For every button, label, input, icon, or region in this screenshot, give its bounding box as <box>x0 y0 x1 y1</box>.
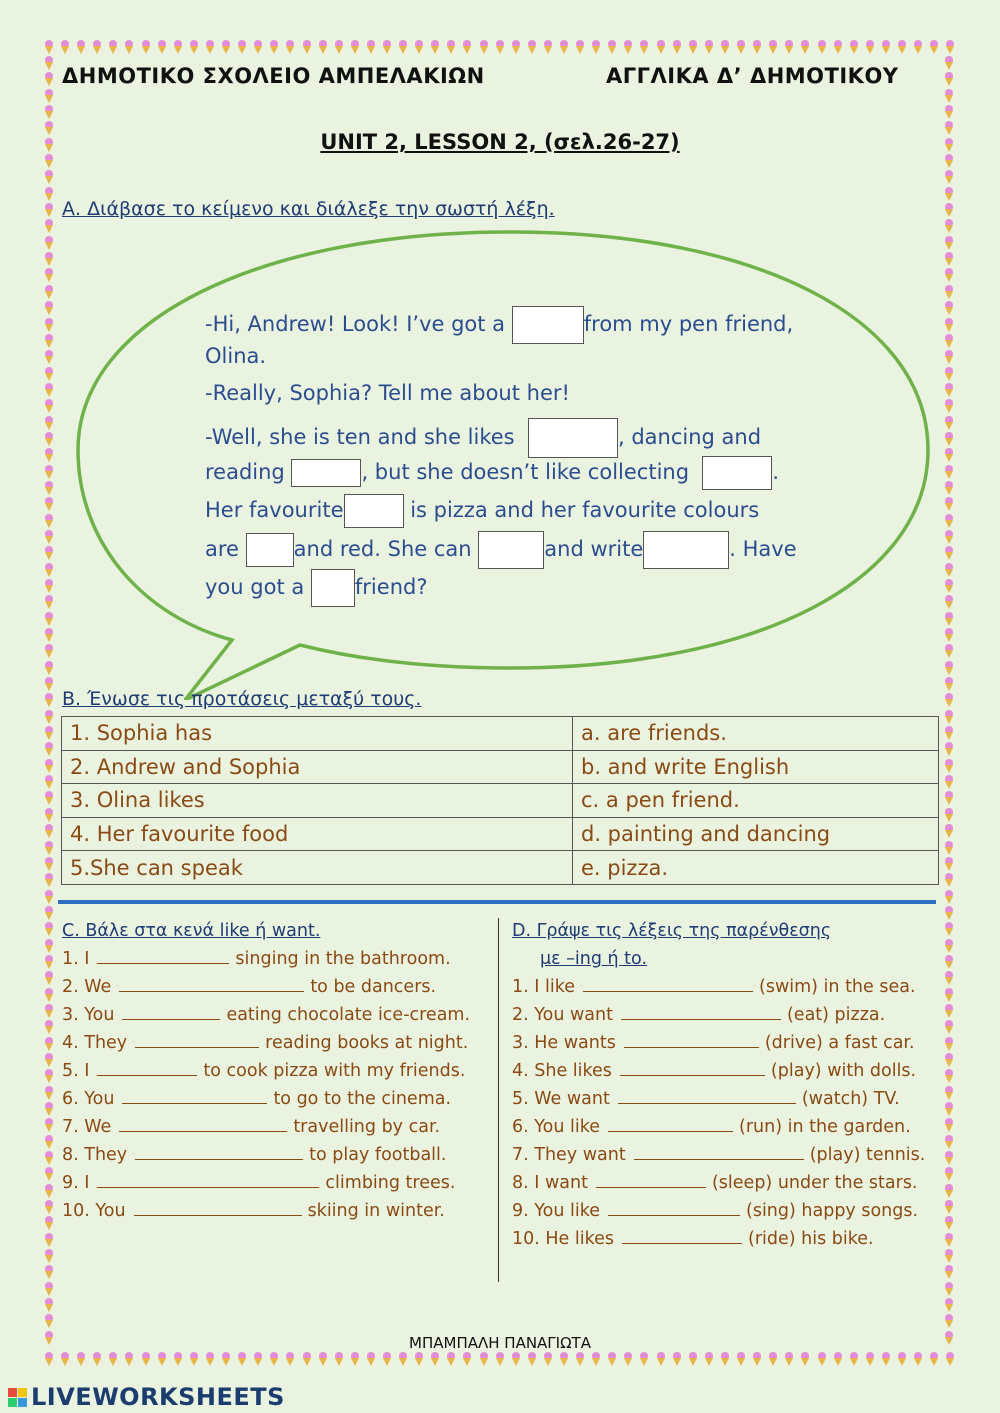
table-row <box>62 750 939 784</box>
ice-cream-cone-icon <box>44 1037 54 1051</box>
ice-cream-cone-icon <box>944 1249 954 1263</box>
exercise-d-item-3 <box>512 1033 915 1053</box>
match-left-1[interactable]: 1. Sophia has <box>62 717 573 751</box>
ice-cream-cone-icon <box>944 1167 954 1181</box>
table-row <box>62 817 939 851</box>
item-text: (run) in the garden. <box>739 1117 911 1137</box>
match-right-a[interactable]: a. are friends. <box>573 717 939 751</box>
gap-5-input[interactable] <box>344 494 404 528</box>
item-text: (drive) a fast car. <box>764 1033 915 1053</box>
ice-cream-cone-icon <box>76 1352 86 1366</box>
item-label: 8. I want <box>512 1173 588 1193</box>
exercise-d-answer-blank-4[interactable] <box>620 1062 765 1076</box>
ice-cream-cone-icon <box>944 841 954 855</box>
author-name: ΜΠΑΜΠΑΛΗ ΠΑΝΑΓΙΩΤΑ <box>409 1334 591 1352</box>
exercise-c-answer-blank-4[interactable] <box>135 1034 259 1048</box>
ice-cream-cone-icon <box>44 1233 54 1247</box>
item-text: to play football. <box>309 1145 447 1165</box>
ice-cream-cone-icon <box>205 1352 215 1366</box>
ice-cream-cone-icon <box>849 1352 859 1366</box>
item-text: to cook pizza with my friends. <box>203 1061 466 1081</box>
exercise-c-answer-blank-8[interactable] <box>135 1146 303 1160</box>
item-label: 2. You want <box>512 1005 613 1025</box>
item-label: 9. You like <box>512 1201 600 1221</box>
ice-cream-cone-icon <box>318 1352 328 1366</box>
section-divider <box>58 900 936 904</box>
item-label: 5. We want <box>512 1089 610 1109</box>
ice-cream-cone-icon <box>398 1352 408 1366</box>
exercise-d-answer-blank-2[interactable] <box>621 1006 781 1020</box>
ice-cream-cone-icon <box>623 1352 633 1366</box>
item-label: 9. I <box>62 1173 90 1193</box>
ice-cream-cone-icon <box>944 1282 954 1296</box>
ice-cream-cone-icon <box>302 1352 312 1366</box>
ice-cream-cone-icon <box>44 1086 54 1100</box>
matching-table <box>61 716 939 885</box>
ice-cream-cone-icon <box>285 1352 295 1366</box>
ice-cream-cone-icon <box>430 1352 440 1366</box>
ice-cream-cone-icon <box>944 1004 954 1018</box>
ice-cream-cone-icon <box>817 1352 827 1366</box>
ice-cream-cone-icon <box>913 1352 923 1366</box>
item-label: 10. He likes <box>512 1229 615 1249</box>
ice-cream-cone-icon <box>511 1352 521 1366</box>
ice-cream-cone-icon <box>366 1352 376 1366</box>
exercise-c-item-9 <box>62 1173 455 1193</box>
dialogue-line-2: Olina. <box>205 344 267 368</box>
item-text: (sleep) under the stars. <box>711 1173 918 1193</box>
liveworksheets-logo <box>8 1383 285 1411</box>
item-text: (ride) his bike. <box>748 1229 874 1249</box>
ice-cream-cone-icon <box>269 1352 279 1366</box>
exercise-c-answer-blank-6[interactable] <box>122 1090 267 1104</box>
exercise-c-answer-blank-1[interactable] <box>97 950 229 964</box>
table-row <box>62 717 939 751</box>
item-text: reading books at night. <box>265 1033 469 1053</box>
ice-cream-cone-icon <box>944 1020 954 1034</box>
gap-8-input[interactable] <box>643 531 729 569</box>
ice-cream-cone-icon <box>44 988 54 1002</box>
item-text: eating chocolate ice-cream. <box>226 1005 471 1025</box>
ice-cream-cone-icon <box>944 906 954 920</box>
ice-cream-cone-icon <box>44 1102 54 1116</box>
ice-cream-cone-icon <box>897 1352 907 1366</box>
item-text: climbing trees. <box>325 1173 456 1193</box>
ice-cream-cone-icon <box>639 1352 649 1366</box>
item-text: (play) with dolls. <box>770 1061 917 1081</box>
item-label: 7. They want <box>512 1145 626 1165</box>
exercise-d-answer-blank-5[interactable] <box>618 1090 796 1104</box>
ice-cream-cone-icon <box>752 1352 762 1366</box>
ice-cream-cone-icon <box>350 1352 360 1366</box>
ice-cream-cone-icon <box>44 759 54 773</box>
exercise-c-answer-blank-7[interactable] <box>119 1118 287 1132</box>
ice-cream-cone-icon <box>382 1352 392 1366</box>
gap-4-input[interactable] <box>702 456 772 490</box>
match-left-4[interactable]: 4. Her favourite food <box>62 817 573 851</box>
ice-cream-cone-icon <box>44 1167 54 1181</box>
exercise-c-answer-blank-10[interactable] <box>134 1202 302 1216</box>
exercise-d-item-6 <box>512 1117 911 1137</box>
exercise-d-answer-blank-6[interactable] <box>608 1118 733 1132</box>
ice-cream-cone-icon <box>944 726 954 740</box>
exercise-d-item-1 <box>512 977 916 997</box>
ice-cream-cone-icon <box>944 1069 954 1083</box>
ice-cream-cone-icon <box>44 841 54 855</box>
item-label: 3. You <box>62 1005 115 1025</box>
dialogue-line-6: Her favourite is pizza and her favourite colours <box>205 494 759 528</box>
match-left-2[interactable]: 2. Andrew and Sophia <box>62 750 573 784</box>
ice-cream-cone-icon <box>944 1118 954 1132</box>
ice-cream-cone-icon <box>944 775 954 789</box>
ice-cream-cone-icon <box>44 1020 54 1034</box>
ice-cream-cone-icon <box>944 1200 954 1214</box>
ice-cream-cone-icon <box>833 1352 843 1366</box>
ice-cream-cone-icon <box>944 824 954 838</box>
ice-cream-cone-icon <box>479 1352 489 1366</box>
ice-cream-cone-icon <box>44 791 54 805</box>
exercise-d-item-8 <box>512 1173 918 1193</box>
ice-cream-cone-icon <box>944 922 954 936</box>
ice-cream-cone-icon <box>559 1352 569 1366</box>
ice-cream-cone-icon <box>44 775 54 789</box>
item-label: 7. We <box>62 1117 112 1137</box>
section-b-instruction: Β. Ένωσε τις προτάσεις μεταξύ τους. <box>62 688 422 710</box>
ice-cream-cone-icon <box>237 1352 247 1366</box>
ice-cream-cone-icon <box>44 1053 54 1067</box>
gap-7-input[interactable] <box>478 531 544 569</box>
dialogue-line-4: -Well, she is ten and she likes , dancing and <box>205 418 761 458</box>
ice-cream-cone-icon <box>944 873 954 887</box>
ice-cream-cone-icon <box>44 873 54 887</box>
item-label: 1. I like <box>512 977 575 997</box>
ice-cream-cone-icon <box>44 1004 54 1018</box>
ice-cream-cone-icon <box>124 1352 134 1366</box>
item-label: 4. They <box>62 1033 128 1053</box>
dialogue-line-8: you got a friend? <box>205 569 427 607</box>
ice-cream-cone-icon <box>944 1135 954 1149</box>
exercise-c-item-7 <box>62 1117 440 1137</box>
item-text: (play) tennis. <box>809 1145 926 1165</box>
exercise-c-item-6 <box>62 1089 451 1109</box>
ice-cream-cone-icon <box>944 1265 954 1279</box>
exercise-d-item-4 <box>512 1061 916 1081</box>
column-divider <box>498 918 499 1282</box>
dialogue-line-7: are and red. She can and write . Have <box>205 531 797 569</box>
ice-cream-cone-icon <box>944 1053 954 1067</box>
exercise-c-item-10 <box>62 1201 445 1221</box>
ice-cream-cone-icon <box>44 857 54 871</box>
table-row <box>62 851 939 885</box>
ice-cream-cone-icon <box>446 1352 456 1366</box>
item-text: (watch) TV. <box>801 1089 900 1109</box>
gap-1-input[interactable] <box>512 306 584 344</box>
cone-border-bottom <box>44 1352 956 1370</box>
ice-cream-cone-icon <box>44 710 54 724</box>
match-right-c[interactable]: c. a pen friend. <box>573 784 939 818</box>
match-right-e[interactable]: e. pizza. <box>573 851 939 885</box>
ice-cream-cone-icon <box>44 1314 54 1328</box>
item-label: 8. They <box>62 1145 128 1165</box>
ice-cream-cone-icon <box>221 1352 231 1366</box>
ice-cream-cone-icon <box>575 1352 585 1366</box>
item-label: 3. He wants <box>512 1033 616 1053</box>
ice-cream-cone-icon <box>720 1352 730 1366</box>
ice-cream-cone-icon <box>944 1314 954 1328</box>
ice-cream-cone-icon <box>44 1200 54 1214</box>
speech-bubble <box>0 0 1000 700</box>
match-left-3[interactable]: 3. Olina likes <box>62 784 573 818</box>
exercise-c-answer-blank-9[interactable] <box>97 1174 319 1188</box>
exercise-c-item-5 <box>62 1061 465 1081</box>
exercise-c-answer-blank-5[interactable] <box>97 1062 197 1076</box>
ice-cream-cone-icon <box>865 1352 875 1366</box>
ice-cream-cone-icon <box>44 971 54 985</box>
ice-cream-cone-icon <box>944 1151 954 1165</box>
item-label: 4. She likes <box>512 1061 612 1081</box>
ice-cream-cone-icon <box>253 1352 263 1366</box>
ice-cream-cone-icon <box>656 1352 666 1366</box>
match-right-d[interactable]: d. painting and dancing <box>573 817 939 851</box>
item-label: 2. We <box>62 977 112 997</box>
exercise-c-answer-blank-2[interactable] <box>119 978 304 992</box>
ice-cream-cone-icon <box>944 955 954 969</box>
ice-cream-cone-icon <box>44 890 54 904</box>
ice-cream-cone-icon <box>607 1352 617 1366</box>
exercise-d-item-9 <box>512 1201 918 1221</box>
ice-cream-cone-icon <box>44 1069 54 1083</box>
ice-cream-cone-icon <box>44 1352 54 1366</box>
ice-cream-cone-icon <box>44 1184 54 1198</box>
exercise-d-item-5 <box>512 1089 900 1109</box>
ice-cream-cone-icon <box>173 1352 183 1366</box>
ice-cream-cone-icon <box>44 742 54 756</box>
exercise-d-item-2 <box>512 1005 885 1025</box>
ice-cream-cone-icon <box>944 1216 954 1230</box>
ice-cream-cone-icon <box>92 1352 102 1366</box>
exercise-c-item-4 <box>62 1033 468 1053</box>
ice-cream-cone-icon <box>462 1352 472 1366</box>
ice-cream-cone-icon <box>141 1352 151 1366</box>
exercise-d-answer-blank-7[interactable] <box>634 1146 804 1160</box>
exercise-d-answer-blank-10[interactable] <box>622 1230 742 1244</box>
ice-cream-cone-icon <box>44 726 54 740</box>
ice-cream-cone-icon <box>591 1352 601 1366</box>
ice-cream-cone-icon <box>672 1352 682 1366</box>
ice-cream-cone-icon <box>44 1265 54 1279</box>
ice-cream-cone-icon <box>944 1184 954 1198</box>
school-name: ΔΗΜΟΤΙΚΟ ΣΧΟΛΕΙΟ ΑΜΠΕΛΑΚΙΩΝ <box>62 64 485 88</box>
ice-cream-cone-icon <box>944 742 954 756</box>
ice-cream-cone-icon <box>44 1249 54 1263</box>
match-left-5[interactable]: 5.She can speak <box>62 851 573 885</box>
unit-title: UNIT 2, LESSON 2, (σελ.26-27) <box>320 130 680 154</box>
exercise-d-item-10 <box>512 1229 874 1249</box>
item-text: singing in the bathroom. <box>235 949 451 969</box>
ice-cream-cone-icon <box>543 1352 553 1366</box>
ice-cream-cone-icon <box>944 1102 954 1116</box>
ice-cream-cone-icon <box>784 1352 794 1366</box>
ice-cream-cone-icon <box>945 1352 955 1366</box>
exercise-c-item-3 <box>62 1005 470 1025</box>
gap-9-input[interactable] <box>311 569 355 607</box>
section-c-instruction: C. Βάλε στα κενά like ή want. <box>62 921 321 941</box>
match-right-b[interactable]: b. and write English <box>573 750 939 784</box>
ice-cream-cone-icon <box>44 906 54 920</box>
ice-cream-cone-icon <box>944 971 954 985</box>
section-d-instruction-1: D. Γράψε τις λέξεις της παρένθεσης <box>512 921 832 941</box>
ice-cream-cone-icon <box>527 1352 537 1366</box>
ice-cream-cone-icon <box>44 939 54 953</box>
item-label: 6. You like <box>512 1117 600 1137</box>
ice-cream-cone-icon <box>157 1352 167 1366</box>
ice-cream-cone-icon <box>944 759 954 773</box>
dialogue-line-5: reading , but she doesn’t like collecting . <box>205 456 779 490</box>
ice-cream-cone-icon <box>44 824 54 838</box>
ice-cream-cone-icon <box>495 1352 505 1366</box>
ice-cream-cone-icon <box>944 710 954 724</box>
ice-cream-cone-icon <box>60 1352 70 1366</box>
ice-cream-cone-icon <box>944 1037 954 1051</box>
item-label: 10. You <box>62 1201 126 1221</box>
ice-cream-cone-icon <box>944 1086 954 1100</box>
ice-cream-cone-icon <box>414 1352 424 1366</box>
ice-cream-cone-icon <box>768 1352 778 1366</box>
item-text: to be dancers. <box>310 977 437 997</box>
item-text: travelling by car. <box>293 1117 441 1137</box>
exercise-c-item-2 <box>62 977 436 997</box>
item-text: (swim) in the sea. <box>759 977 916 997</box>
ice-cream-cone-icon <box>44 1118 54 1132</box>
brand-name: LIVEWORKSHEETS <box>31 1383 285 1411</box>
item-label: 6. You <box>62 1089 115 1109</box>
ice-cream-cone-icon <box>944 890 954 904</box>
item-text: (sing) happy songs. <box>746 1201 919 1221</box>
exercise-d-answer-blank-3[interactable] <box>624 1034 759 1048</box>
gap-3-input[interactable] <box>291 459 361 487</box>
ice-cream-cone-icon <box>944 1298 954 1312</box>
item-text: skiing in winter. <box>307 1201 445 1221</box>
ice-cream-cone-icon <box>189 1352 199 1366</box>
ice-cream-cone-icon <box>44 1298 54 1312</box>
ice-cream-cone-icon <box>944 939 954 953</box>
table-row <box>62 784 939 818</box>
exercise-d-answer-blank-1[interactable] <box>583 978 753 992</box>
ice-cream-cone-icon <box>44 922 54 936</box>
ice-cream-cone-icon <box>944 857 954 871</box>
ice-cream-cone-icon <box>736 1352 746 1366</box>
ice-cream-cone-icon <box>44 1151 54 1165</box>
ice-cream-cone-icon <box>44 1216 54 1230</box>
section-d-instruction-2: με –ing ή to. <box>540 949 648 969</box>
ice-cream-cone-icon <box>929 1352 939 1366</box>
dialogue-line-3: -Really, Sophia? Tell me about her! <box>205 381 570 405</box>
exercise-c-answer-blank-3[interactable] <box>122 1006 220 1020</box>
logo-mark-icon <box>8 1388 27 1407</box>
exercise-c-item-8 <box>62 1145 446 1165</box>
dialogue-line-1: -Hi, Andrew! Look! I’ve got a from my pen friend, <box>205 306 793 344</box>
ice-cream-cone-icon <box>688 1352 698 1366</box>
exercise-d-answer-blank-8[interactable] <box>596 1174 706 1188</box>
ice-cream-cone-icon <box>944 1233 954 1247</box>
ice-cream-cone-icon <box>944 791 954 805</box>
exercise-d-item-7 <box>512 1145 925 1165</box>
exercise-d-answer-blank-9[interactable] <box>608 1202 740 1216</box>
ice-cream-cone-icon <box>44 1135 54 1149</box>
ice-cream-cone-icon <box>44 955 54 969</box>
class-name: ΑΓΓΛΙΚΑ Δ’ ΔΗΜΟΤΙΚΟΥ <box>606 64 899 88</box>
ice-cream-cone-icon <box>944 808 954 822</box>
ice-cream-cone-icon <box>334 1352 344 1366</box>
item-label: 1. I <box>62 949 90 969</box>
exercise-c-item-1 <box>62 949 451 969</box>
gap-2-input[interactable] <box>528 418 618 458</box>
gap-6-input[interactable] <box>246 533 294 567</box>
item-label: 5. I <box>62 1061 90 1081</box>
ice-cream-cone-icon <box>704 1352 714 1366</box>
ice-cream-cone-icon <box>944 988 954 1002</box>
section-a-instruction: Α. Διάβασε το κείμενο και διάλεξε την σωστή λέξη. <box>62 198 555 220</box>
ice-cream-cone-icon <box>44 1282 54 1296</box>
item-text: (eat) pizza. <box>786 1005 886 1025</box>
ice-cream-cone-icon <box>800 1352 810 1366</box>
ice-cream-cone-icon <box>44 808 54 822</box>
item-text: to go to the cinema. <box>273 1089 452 1109</box>
ice-cream-cone-icon <box>108 1352 118 1366</box>
ice-cream-cone-icon <box>881 1352 891 1366</box>
